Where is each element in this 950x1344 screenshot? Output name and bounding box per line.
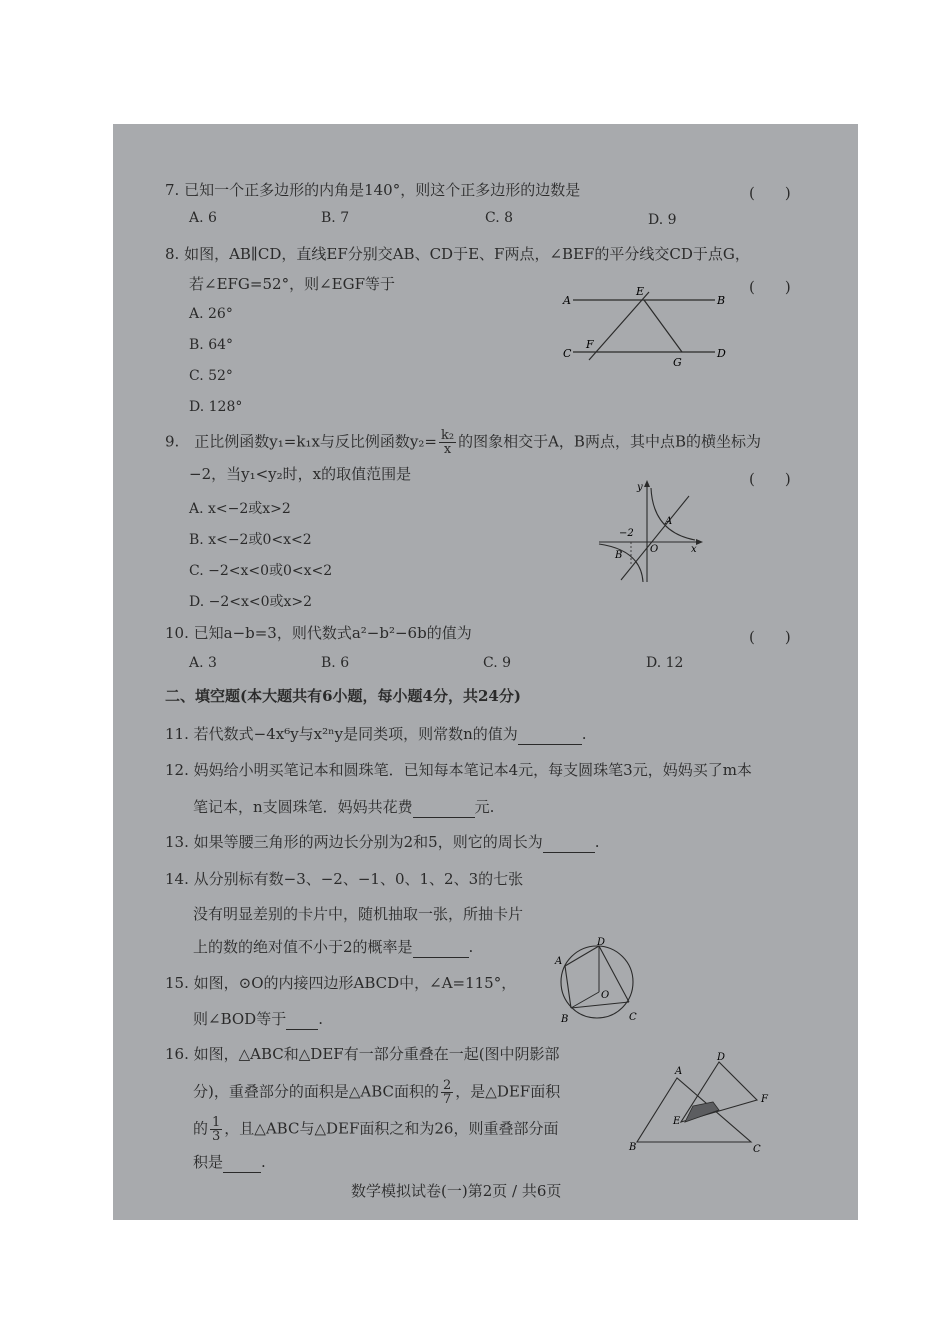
q8-label-a: A (563, 294, 571, 307)
q8-parallel-lines-figure (559, 280, 729, 370)
q16-label-e: E (673, 1116, 681, 1127)
q9-line2: −2，当y₁<y₂时，x的取值范围是 (189, 465, 412, 483)
q16-line3-part1: 的 (193, 1119, 209, 1138)
q13-end: . (594, 833, 600, 851)
q11 (165, 724, 587, 745)
q14-end: . (468, 938, 474, 956)
q8-option-b: B. 64° (189, 337, 234, 353)
q9-line1-part2: 的图象相交于A，B两点，其中点B的横坐标为 (458, 432, 761, 451)
q15-circle-figure (551, 936, 641, 1026)
q16-frac2-den: 3 (212, 1129, 221, 1144)
q14-line1: 14. 从分别标有数−3、−2、−1、0、1、2、3的七张 (165, 870, 524, 888)
q9-line1 (165, 429, 761, 456)
q9-frac-den: x (443, 442, 452, 457)
exam-page (113, 124, 858, 1220)
q12-end: 元. (474, 798, 495, 816)
q8-answer-paren: ( ) (749, 278, 791, 296)
q16-label-c: C (753, 1144, 761, 1155)
q16-line3-part2: ，且△ABC与△DEF面积之和为26，则重叠部分面 (224, 1119, 559, 1138)
q8-label-e: E (636, 285, 645, 298)
q16-line2-part1: 分)，重叠部分的面积是△ABC面积的 (193, 1082, 439, 1101)
q9-fraction (439, 429, 456, 456)
q11-end: . (581, 725, 587, 743)
q12-line2 (193, 797, 494, 818)
q7-option-b: B. 7 (321, 210, 350, 226)
q15-label-c: C (629, 1012, 637, 1023)
q15-label-o: O (601, 990, 610, 1001)
q7-option-d: D. 9 (648, 212, 677, 228)
q7-text: 7. 已知一个正多边形的内角是140°，则这个正多边形的边数是 (165, 181, 581, 199)
q9-answer-paren: ( ) (749, 470, 791, 488)
q12-line1: 12. 妈妈给小明买笔记本和圆珠笔．已知每本笔记本4元，每支圆珠笔3元，妈妈买了m本 (165, 761, 752, 779)
q11-text: 11. 若代数式−4x⁶y与x²ⁿy是同类项，则常数n的值为 (165, 725, 518, 743)
q16-line3 (193, 1116, 558, 1143)
q16-line1: 16. 如图，△ABC和△DEF有一部分重叠在一起(图中阴影部 (165, 1045, 560, 1063)
q8-label-b: B (717, 294, 726, 307)
q9-line1-part1: 9. 正比例函数y₁=k₁x与反比例函数y₂= (165, 432, 437, 451)
q8-option-a: A. 26° (189, 306, 233, 322)
q15-label-b: B (561, 1014, 569, 1025)
q14-line3-text: 上的数的绝对值不小于2的概率是 (193, 938, 413, 956)
q13-answer-blank (543, 832, 595, 853)
q7-option-c: C. 8 (485, 210, 514, 226)
q8-label-f: F (586, 338, 594, 351)
q9-option-c: C. −2<x<0或0<x<2 (189, 563, 333, 579)
q16-answer-blank (223, 1152, 261, 1173)
q15-end: . (318, 1010, 323, 1028)
q16-label-d: D (717, 1052, 726, 1063)
q8-option-c: C. 52° (189, 368, 233, 384)
q12-line2-text: 笔记本，n支圆珠笔．妈妈共花费 (193, 798, 413, 816)
q9-label-b: B (615, 550, 623, 561)
q13 (165, 832, 600, 853)
q16-line2 (193, 1079, 560, 1106)
q8-label-d: D (717, 347, 726, 360)
q15-line1: 15. 如图，⊙O的内接四边形ABCD中，∠A=115°， (165, 974, 517, 992)
q9-label-x: x (691, 544, 697, 555)
q15-line2 (193, 1009, 323, 1030)
q10-option-d: D. 12 (646, 655, 684, 671)
q15-line2-text: 则∠BOD等于 (193, 1010, 287, 1028)
q16-line4-text: 积是 (193, 1153, 224, 1171)
q8-option-d: D. 128° (189, 399, 243, 415)
q9-option-b: B. x<−2或0<x<2 (189, 532, 312, 548)
q8-label-g: G (673, 356, 682, 369)
q16-fraction-1 (441, 1079, 453, 1106)
q16-frac1-num: 2 (443, 1078, 452, 1093)
q16-label-a: A (675, 1066, 683, 1077)
q10-option-a: A. 3 (189, 655, 217, 671)
q9-label-y: y (637, 482, 643, 493)
q9-function-graph-figure (595, 478, 703, 586)
q16-overlap-shaded-region (685, 1102, 719, 1122)
q16-line2-part2: ，是△DEF面积 (455, 1082, 561, 1101)
q9-label-o: O (650, 544, 659, 555)
q7-answer-paren: ( ) (749, 184, 791, 202)
q11-answer-blank (518, 724, 582, 745)
q9-option-d: D. −2<x<0或x>2 (189, 594, 313, 610)
q16-fraction-2 (210, 1116, 222, 1143)
q10-answer-paren: ( ) (749, 628, 791, 646)
q16-end: . (261, 1153, 266, 1171)
q9-label-minus2: −2 (619, 528, 634, 539)
q15-label-a: A (555, 956, 563, 967)
q15-label-d: D (597, 937, 606, 948)
page-footer: 数学模拟试卷(一)第2页 / 共6页 (351, 1182, 562, 1200)
q16-frac1-den: 7 (443, 1092, 452, 1107)
q16-label-b: B (629, 1142, 637, 1153)
section-2-heading: 二、填空题(本大题共有6小题，每小题4分，共24分) (165, 687, 521, 705)
q16-triangles-figure (621, 1052, 781, 1158)
q16-line4 (193, 1152, 266, 1173)
q9-option-a: A. x<−2或x>2 (189, 501, 291, 517)
q14-line2: 没有明显差别的卡片中，随机抽取一张，所抽卡片 (193, 905, 524, 923)
q16-label-f: F (761, 1094, 768, 1105)
q14-line3 (193, 937, 473, 958)
q15-answer-blank (286, 1009, 318, 1030)
q8-line1: 8. 如图，AB∥CD，直线EF分别交AB、CD于E、F两点，∠BEF的平分线交CD于点G， (165, 245, 750, 263)
q12-answer-blank (413, 797, 475, 818)
q10-option-c: C. 9 (483, 655, 512, 671)
q7-option-a: A. 6 (189, 210, 217, 226)
q10-option-b: B. 6 (321, 655, 350, 671)
q9-label-a: A (665, 516, 673, 527)
q14-answer-blank (413, 937, 469, 958)
q10-text: 10. 已知a−b=3，则代数式a²−b²−6b的值为 (165, 624, 472, 642)
q8-label-c: C (563, 347, 572, 360)
q9-frac-num: k₂ (441, 428, 455, 443)
q8-line2: 若∠EFG=52°，则∠EGF等于 (189, 275, 395, 293)
q13-text: 13. 如果等腰三角形的两边长分别为2和5，则它的周长为 (165, 833, 543, 851)
q16-frac2-num: 1 (212, 1115, 221, 1130)
